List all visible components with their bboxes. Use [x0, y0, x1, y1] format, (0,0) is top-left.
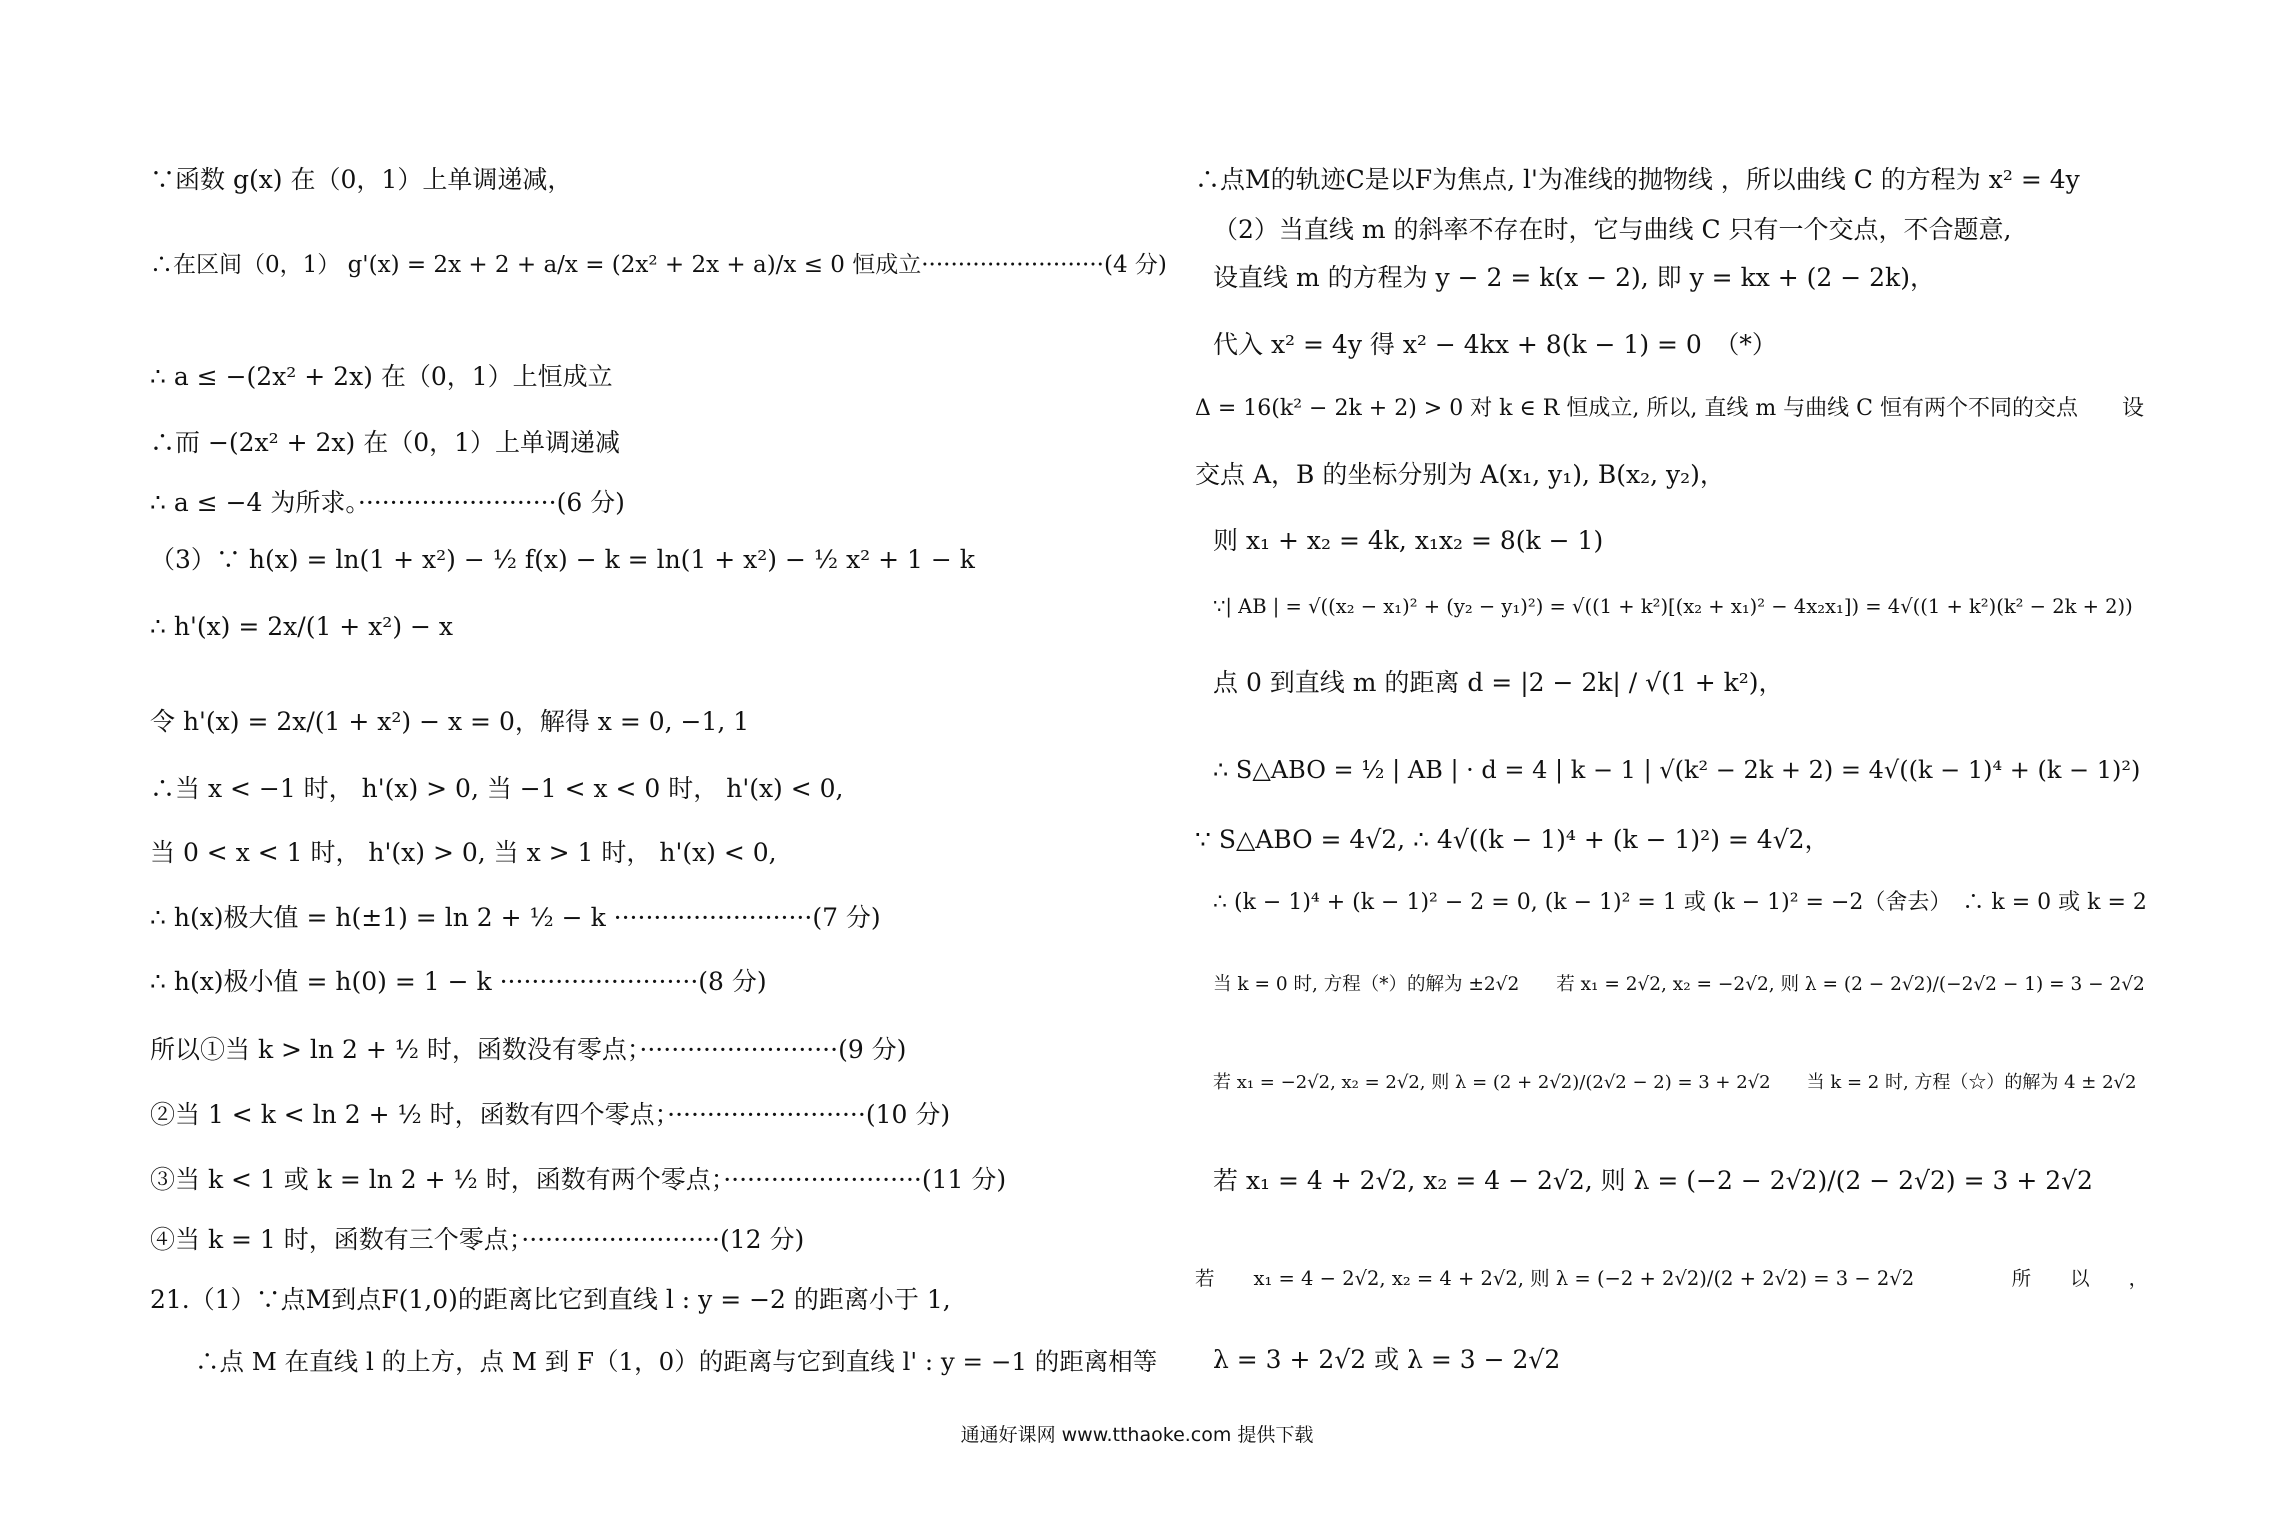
- text-line: ∴ h'(x) = 2x/(1 + x²) − x: [150, 612, 454, 641]
- text-line: ∵ S△ABO = 4√2, ∴ 4√((k − 1)⁴ + (k − 1)²) = 4√2，: [1195, 825, 1830, 854]
- text-line: ∴当 x < −1 时， h'(x) > 0, 当 −1 < x < 0 时， h'(x) < 0,: [150, 774, 844, 803]
- text-line: ∴ h(x)极小值 = h(0) = 1 − k ·························(8 分): [150, 967, 767, 996]
- text-line: λ = 3 + 2√2 或 λ = 3 − 2√2: [1213, 1345, 1561, 1374]
- text-line: ∴ a ≤ −4 为所求。·························(6 分): [150, 488, 625, 517]
- text-line: ∴ a ≤ −(2x² + 2x) 在（0，1）上恒成立: [150, 362, 613, 391]
- text-line: 所以①当 k > ln 2 + ½ 时，函数没有零点；·························(9 分): [150, 1035, 907, 1064]
- page-footer: 通通好课网 www.tthaoke.com 提供下载: [960, 1424, 1314, 1446]
- text-line: ∴而 −(2x² + 2x) 在（0，1）上单调递减: [150, 428, 621, 457]
- text-line: ∴点M的轨迹C是以F为焦点, l'为准线的抛物线 ，所以曲线 C 的方程为 x² = 4y: [1195, 165, 2080, 194]
- text-line: ∴在区间（0，1） g'(x) = 2x + 2 + a/x = (2x² + 2x + a)/x ≤ 0 恒成立·························(4 分): [150, 252, 1167, 278]
- text-line: 21.（1）∵点M到点F(1,0)的距离比它到直线 l : y = −2 的距离小于 1,: [150, 1285, 951, 1314]
- text-line: 点 0 到直线 m 的距离 d = |2 − 2k| / √(1 + k²)，: [1213, 668, 1784, 697]
- text-line: 若 x₁ = 4 + 2√2, x₂ = 4 − 2√2, 则 λ = (−2 − 2√2)/(2 − 2√2) = 3 + 2√2: [1213, 1166, 2093, 1195]
- left-column: [150, 0, 1170, 1420]
- text-line: ④当 k = 1 时，函数有三个零点；·························(12 分): [150, 1225, 805, 1254]
- text-line: ∴ h(x)极大值 = h(±1) = ln 2 + ½ − k ·························(7 分): [150, 903, 881, 932]
- text-line: 则 x₁ + x₂ = 4k, x₁x₂ = 8(k − 1): [1213, 526, 1604, 555]
- text-line: （2）当直线 m 的斜率不存在时，它与曲线 C 只有一个交点，不合题意,: [1213, 215, 2012, 244]
- text-line: ∴ S△ABO = ½ | AB | · d = 4 | k − 1 | √(k² − 2k + 2) = 4√((k − 1)⁴ + (k − 1)²): [1213, 756, 2141, 784]
- text-line: 若 x₁ = 4 − 2√2, x₂ = 4 + 2√2, 则 λ = (−2 + 2√2)/(2 + 2√2) = 3 − 2√2 所 以 ，: [1195, 1267, 2149, 1290]
- text-line: 令 h'(x) = 2x/(1 + x²) − x = 0，解得 x = 0, −1, 1: [150, 707, 750, 736]
- text-line: ∴ (k − 1)⁴ + (k − 1)² − 2 = 0, (k − 1)² = 1 或 (k − 1)² = −2（舍去） ∴ k = 0 或 k = 2: [1213, 890, 2147, 915]
- text-line: 当 0 < x < 1 时， h'(x) > 0, 当 x > 1 时， h'(x) < 0,: [150, 838, 777, 867]
- text-line: 若 x₁ = −2√2, x₂ = 2√2, 则 λ = (2 + 2√2)/(2√2 − 2) = 3 + 2√2 当 k = 2 时, 方程（☆）的解为 4 ± 2√2: [1213, 1072, 2137, 1093]
- text-line: ∴点 M 在直线 l 的上方，点 M 到 F（1，0）的距离与它到直线 l' : y = −1 的距离相等: [195, 1347, 1158, 1376]
- text-line: ∵| AB | = √((x₂ − x₁)² + (y₂ − y₁)²) = √((1 + k²)[(x₂ + x₁)² − 4x₂x₁]) = 4√((1 + k²)(k² − 2k + 2)): [1213, 595, 2133, 618]
- text-line: Δ = 16(k² − 2k + 2) > 0 对 k ∈ R 恒成立, 所以, 直线 m 与曲线 C 恒有两个不同的交点 设: [1195, 396, 2144, 421]
- right-column: [1195, 0, 2155, 1420]
- text-line: 代入 x² = 4y 得 x² − 4kx + 8(k − 1) = 0 （*）: [1213, 330, 1777, 359]
- text-line: 当 k = 0 时, 方程（*）的解为 ±2√2 若 x₁ = 2√2, x₂ = −2√2, 则 λ = (2 − 2√2)/(−2√2 − 1) = 3 − 2√2: [1213, 974, 2145, 995]
- text-line: ③当 k < 1 或 k = ln 2 + ½ 时，函数有两个零点；·························(11 分): [150, 1165, 1007, 1194]
- text-line: 交点 A，B 的坐标分别为 A(x₁, y₁), B(x₂, y₂)，: [1195, 460, 1725, 489]
- text-line: （3）∵ h(x) = ln(1 + x²) − ½ f(x) − k = ln(1 + x²) − ½ x² + 1 − k: [150, 545, 975, 574]
- text-line: ②当 1 < k < ln 2 + ½ 时，函数有四个零点；·························(10 分): [150, 1100, 951, 1129]
- text-line: ∵函数 g(x) 在（0，1）上单调递减，: [150, 165, 573, 194]
- text-line: 设直线 m 的方程为 y − 2 = k(x − 2), 即 y = kx + (2 − 2k)，: [1213, 263, 1935, 292]
